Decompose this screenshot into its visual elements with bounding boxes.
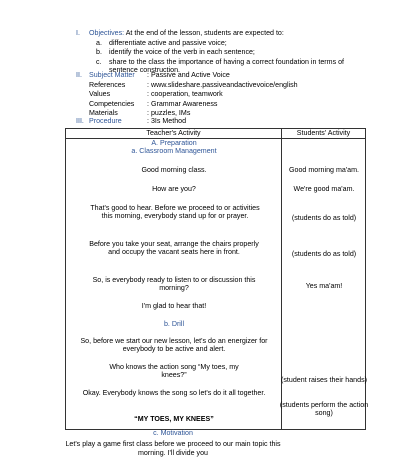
student-line: We're good ma'am. [293,184,355,193]
student-line: Good morning ma'am. [289,165,359,174]
teacher-activity-header: Teacher's Activity [66,129,282,139]
procedure-value: : 3Is Method [147,117,187,125]
teacher-line: That's good to hear. Before we proceed to or activities this morning, everybody stand up for or prayer. [90,203,260,220]
objective-letter: c. [96,57,102,66]
procedure-section [76,117,186,126]
subject-matter-section [76,71,396,118]
objective-item [96,39,376,48]
student-line: (student raises their hands) [281,375,367,384]
subject-matter-detail: : Grammar Awareness [147,99,218,108]
preparation-heading: A. Preparation [151,138,197,147]
subject-matter-detail: : www.slideshare.passiveandactivevoice/english [147,80,298,89]
objective-text: differentiate active and passive voice; [109,38,227,47]
objectives-number: I. [76,29,80,37]
subject-matter-key: References [89,80,126,89]
song-title: “MY TOES, MY KNEES” [134,414,214,423]
procedure-number: III. [76,117,84,125]
motivation-heading: c. Motivation [153,429,193,437]
classroom-management-heading: a. Classroom Management [131,146,217,155]
subject-matter-label: Subject Matter [89,71,135,79]
teacher-line: Okay. Everybody knows the song so let's do it all together. [82,388,266,397]
subject-matter-key: Materials [89,109,118,117]
subject-matter-value: : Passive and Active Voice [147,71,230,79]
objective-text: identify the voice of the verb in each sentence; [109,48,255,56]
objectives-intro: At the end of the lesson, students are expected to: [125,29,284,37]
objective-text: share to the class the importance of having a correct foundation in terms of sentence construction. [109,57,345,74]
student-line: (students do as told) [291,249,357,258]
teacher-line: I'm glad to hear that! [141,301,207,310]
student-line: (students perform the action song) [279,400,369,417]
objective-letter: b. [96,48,102,56]
student-line: Yes ma'am! [305,281,343,290]
subject-matter-number: II. [76,71,82,79]
teacher-line: So, is everybody ready to listen to or discussion this morning? [92,275,256,292]
drill-heading: b. Drill [163,319,185,328]
student-line: (students do as told) [291,213,357,222]
teacher-line: Good morning class. [141,165,207,174]
subject-matter-line [76,100,396,109]
objectives-label: Objectives: [89,29,125,37]
teacher-line: Let's play a game first class before we proceed to our main topic this morning. I'll divide you [65,440,281,457]
teacher-activity-cell [66,139,281,429]
procedure-label: Procedure [89,117,122,125]
teacher-line: So, before we start our new lesson, let's do an energizer for everybody to be active and alert. [80,336,268,353]
subject-matter-line [76,90,396,99]
objectives-section [76,29,376,75]
teacher-line: Who knows the action song “My toes, my knees?” [109,362,239,379]
students-activity-cell [279,139,369,429]
objective-letter: a. [96,38,102,47]
subject-matter-line [76,81,396,90]
teacher-line: How are you? [152,184,196,193]
objective-item [96,48,376,57]
subject-matter-key: Competencies [89,99,135,108]
activity-table [65,128,369,430]
teacher-line: Before you take your seat, arrange the chairs properly and occupy the vacant seats here in front. [89,239,259,256]
subject-matter-detail: : cooperation, teamwork [147,90,223,98]
subject-matter-key: Values [89,90,111,98]
subject-matter-detail: : puzzles, IMs [147,109,191,117]
students-activity-header: Students' Activity [282,129,366,139]
